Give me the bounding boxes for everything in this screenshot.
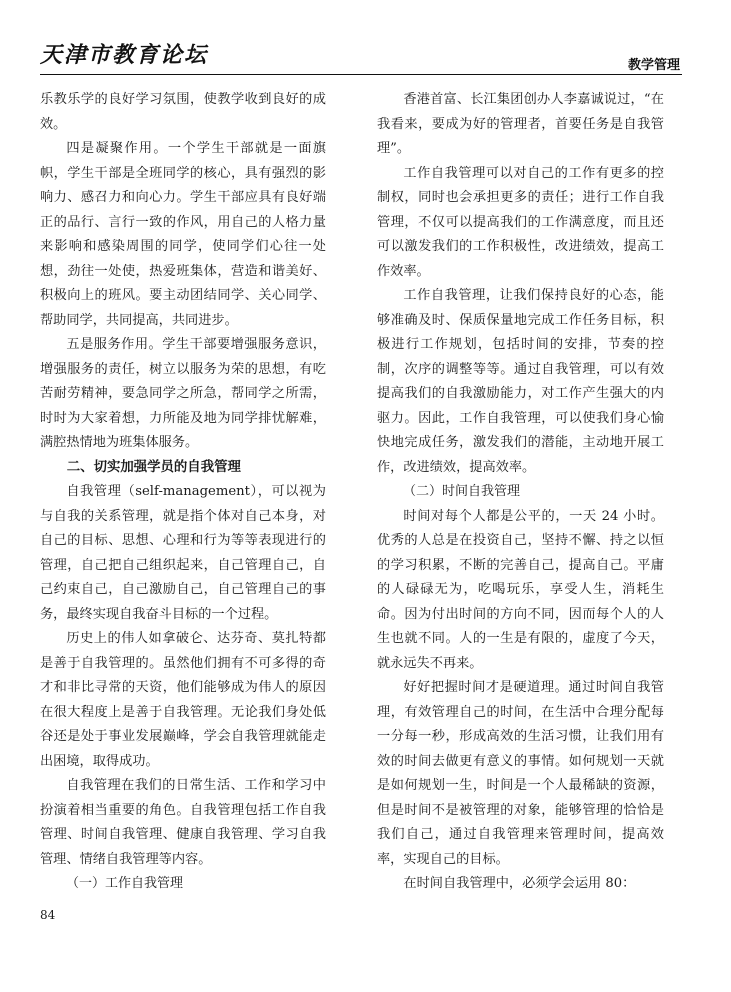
paragraph: 自我管理（self-management），可以视为与自我的关系管理，就是指个体对自己本身，对自己的目标、思想、心理和行为等等表现进行的管理，自己把自己组织起来，自己管理自己，自己约束自己，自己激励自己，自己管理自己的事务，最终实现自我奋斗目标的一个过程。 xyxy=(40,484,326,622)
paragraph: 工作自我管理可以对自己的工作有更多的控制权，同时也会承担更多的责任；进行工作自我管理，不仅可以提高我们的工作满意度，而且还可以激发我们的工作积极性，改进绩效，提高工作效率。 xyxy=(377,165,664,279)
header-rule xyxy=(40,74,682,75)
journal-logo: 天津市教育论坛 xyxy=(40,42,209,68)
subsection-heading: （一）工作自我管理 xyxy=(66,876,184,891)
paragraph: 香港首富、长江集团创办人李嘉诚说过，“在我看来，要成为好的管理者，首要任务是自我管理”。 xyxy=(377,92,664,156)
section-heading: 二、切实加强学员的自我管理 xyxy=(66,459,241,475)
page-number: 84 xyxy=(40,908,56,922)
paragraph: 在时间自我管理中，必须学会运用 80： xyxy=(403,876,636,891)
paragraph: 五是服务作用。学生干部要增强服务意识，增强服务的责任，树立以服务为荣的思想，有吃苦耐劳精神，要急同学之所急，帮同学之所需，时时为大家着想，力所能及地为同学排忧解难，满腔热情地为班集体服务。 xyxy=(40,337,326,450)
paragraph: 好好把握时间才是硬道理。通过时间自我管理，有效管理自己的时间，在生活中合理分配每一分每一秒，形成高效的生活习惯，让我们用有效的时间去做更有意义的事情。如何规划一天就是如何规划一生，时间是一个人最稀缺的资源，但是时间不是被管理的对象，能够管理的恰恰是我们自己，通过自我管理来管理时间，提高效率，实现自己的目标。 xyxy=(377,680,664,867)
paragraph: 乐教乐学的良好学习氛围，使教学收到良好的成效。 xyxy=(40,92,326,132)
paragraph: 四是凝聚作用。一个学生干部就是一面旗帜，学生干部是全班同学的核心，具有强烈的影响力、感召力和向心力。学生干部应具有良好端正的品行、言行一致的作风，用自己的人格力量来影响和感染周围的同学，使同学们心往一处想，劲往一处使，热爱班集体，营造和谐美好、积极向上的班风。要主动团结同学、关心同学、帮助同学，共同提高，共同进步。 xyxy=(40,141,326,328)
paragraph: 自我管理在我们的日常生活、工作和学习中扮演着相当重要的角色。自我管理包括工作自我管理、时间自我管理、健康自我管理、学习自我管理、情绪自我管理等内容。 xyxy=(40,778,326,867)
subsection-heading: （二）时间自我管理 xyxy=(403,484,521,499)
right-column xyxy=(377,88,664,897)
page-header xyxy=(40,38,680,78)
paragraph: 历史上的伟人如拿破仑、达芬奇、莫扎特都是善于自我管理的。虽然他们拥有不可多得的奇才和非比寻常的天资，他们能够成为伟人的原因在很大程度上是善于自我管理。无论我们身处低谷还是处于事业发展巅峰，学会自我管理就能走出困境，取得成功。 xyxy=(40,631,326,769)
paragraph: 工作自我管理，让我们保持良好的心态，能够准确及时、保质保量地完成工作任务目标，积极进行工作规划，包括时间的安排，节奏的控制，次序的调整等等。通过自我管理，可以有效提高我们的自我激励能力，对工作产生强大的内驱力。因此，工作自我管理，可以使我们身心愉快地完成任务，激发我们的潜能，主动地开展工作，改进绩效，提高效率。 xyxy=(377,288,664,475)
paragraph: 时间对每个人都是公平的，一天 24 小时。优秀的人总是在投资自己，坚持不懈、持之以恒的学习积累，不断的完善自己，提高自己。平庸的人碌碌无为，吃喝玩乐，享受人生，消耗生命。因为付出时间的方向不同，因而每个人的人生也就不同。人的一生是有限的，虚度了今天，就永远失不再来。 xyxy=(377,508,664,671)
section-label: 教学管理 xyxy=(627,58,680,73)
left-column xyxy=(40,88,326,897)
